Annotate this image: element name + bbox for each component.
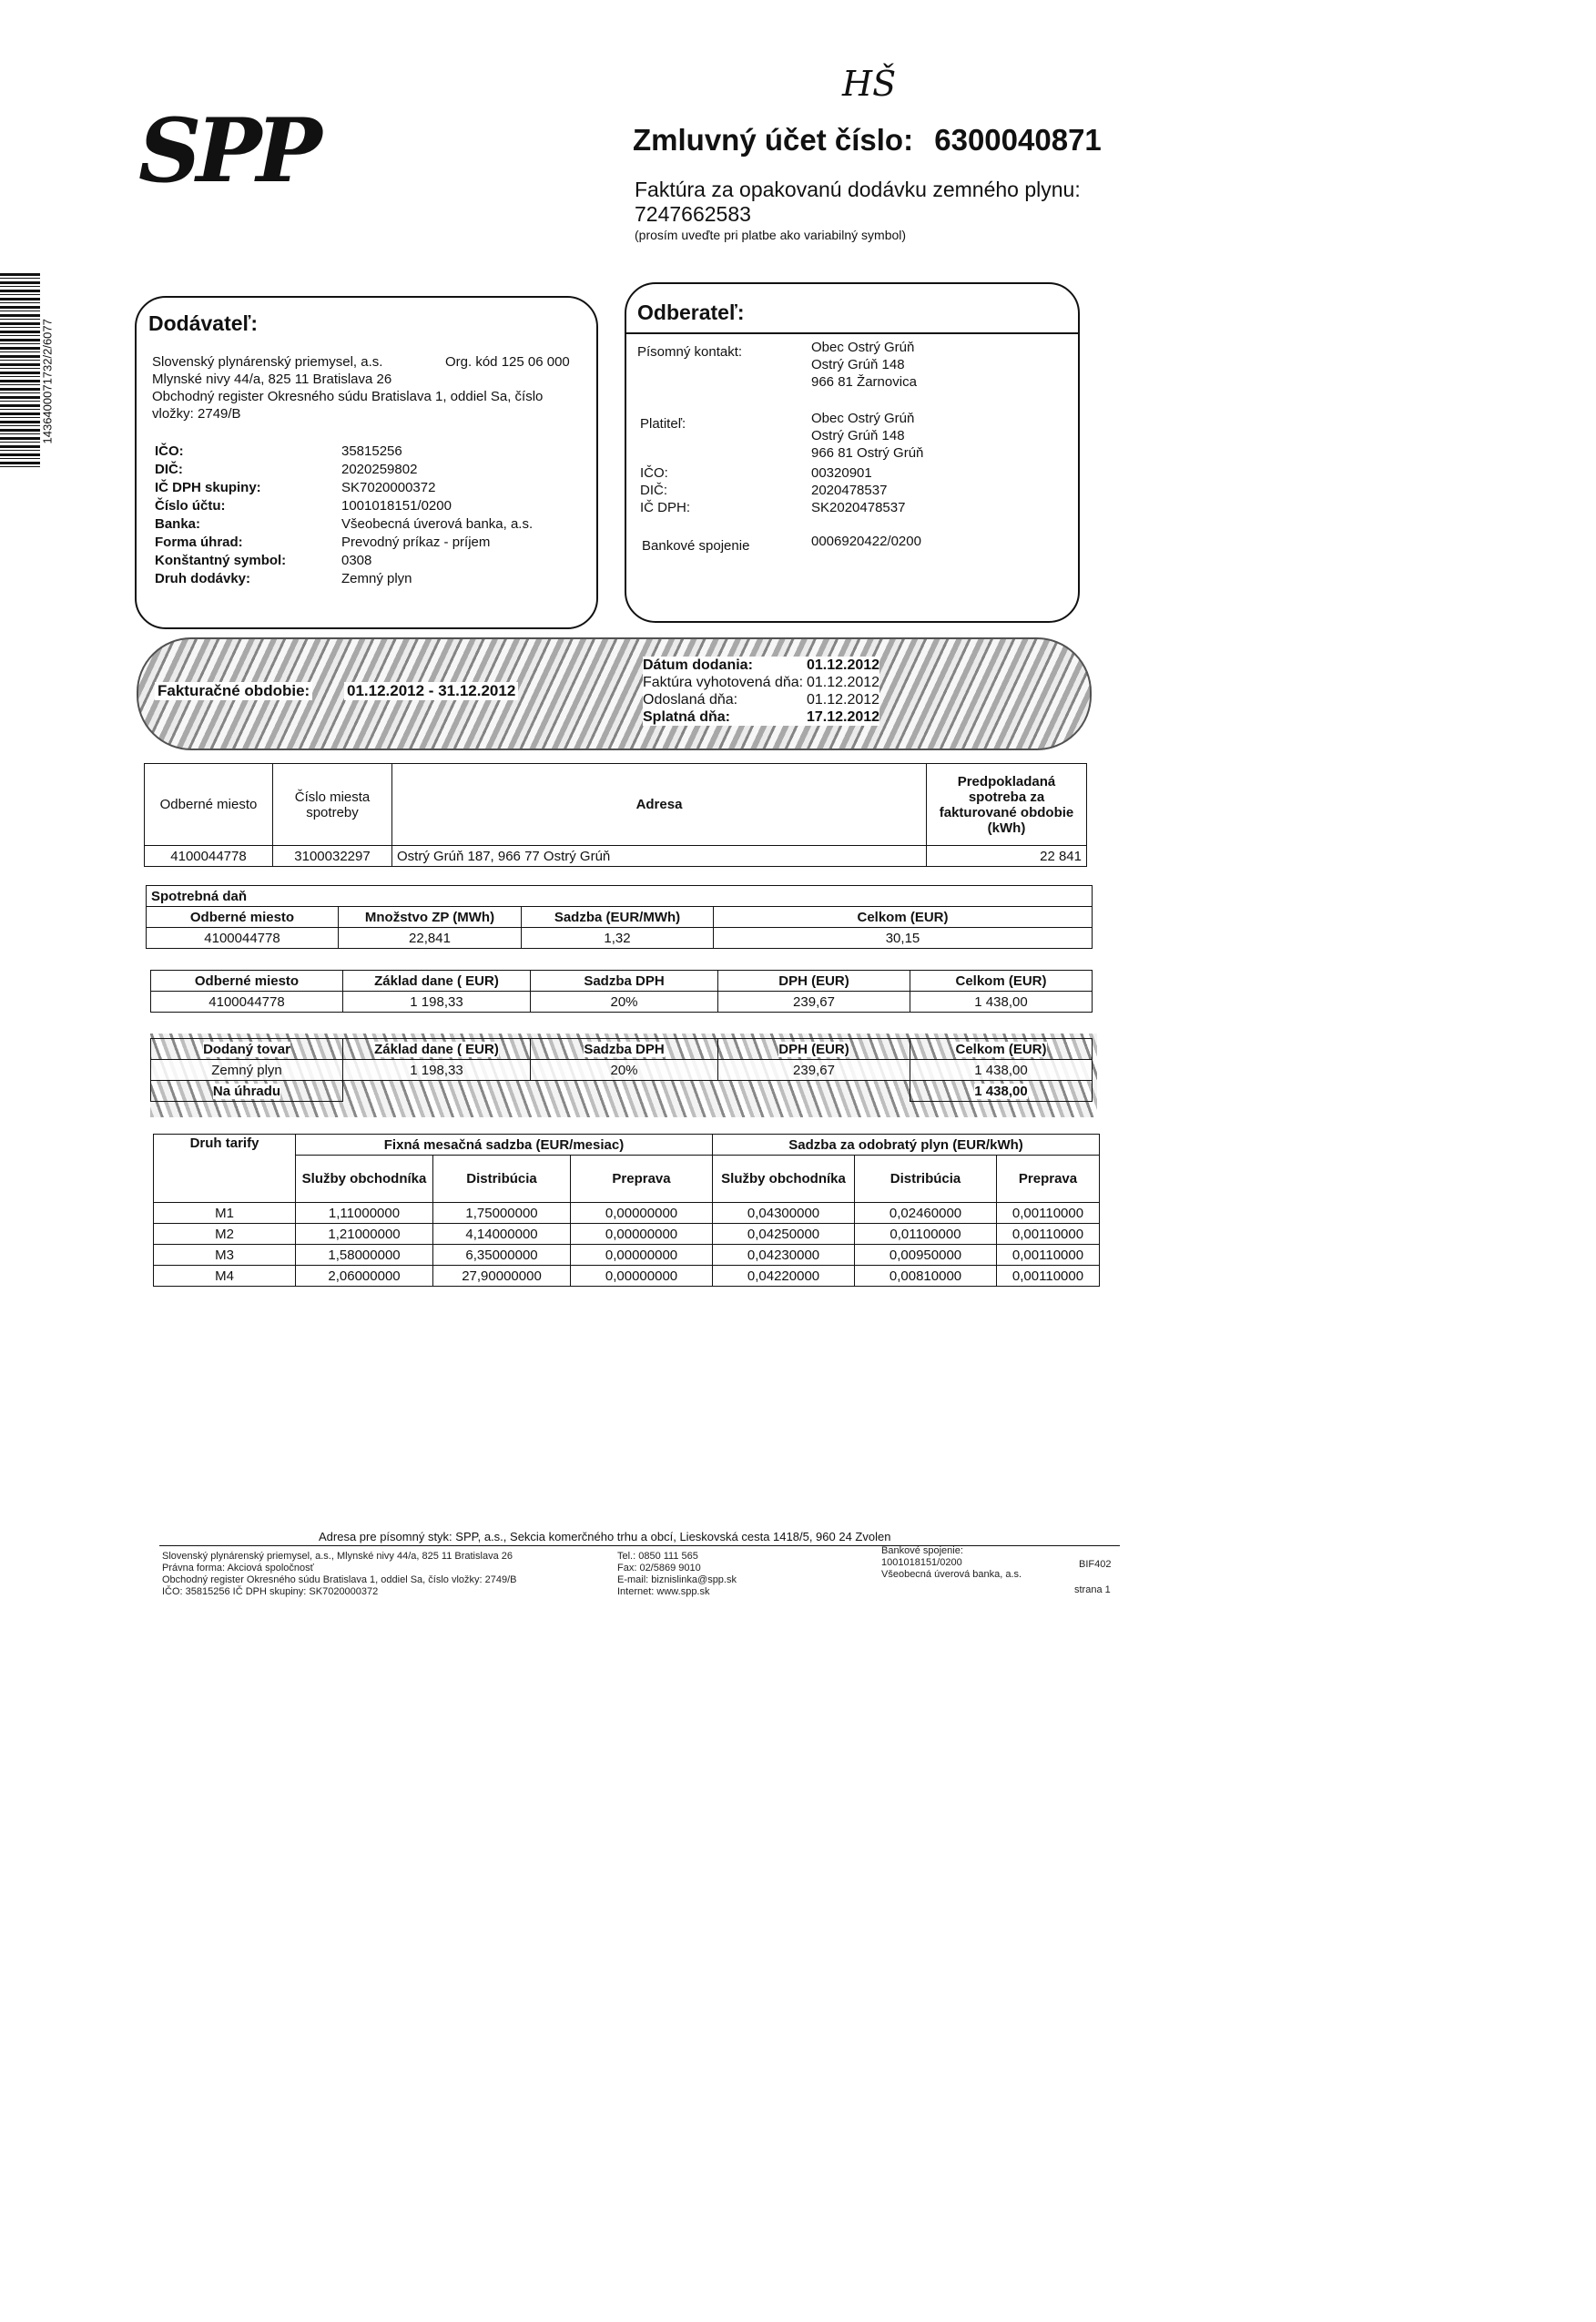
invoice-line: Faktúra za opakovanú dodávku zemného plynu: [635,178,1081,201]
account-number: 6300040871 [934,123,1102,157]
col-header: Sadzba (EUR/MWh) [522,907,714,928]
account-heading [633,123,1102,158]
field-value: 2020259802 [341,462,418,477]
cell: 22,841 [339,928,522,949]
due-label-text: Na úhradu [212,1083,281,1099]
col-header [910,1039,1093,1060]
col-header: Fixná mesačná sadzba (EUR/mesiac) [296,1135,713,1156]
cell: 1,21000000 [296,1224,433,1245]
cell: 0,00110000 [997,1203,1100,1224]
contact-line: Obec Ostrý Grúň [811,340,915,355]
contact-line: Ostrý Grúň 148 [811,357,905,372]
tariffs-table [153,1134,1100,1287]
footer-form-code: BIF402 [1079,1559,1112,1570]
footer-line: Slovenský plynárenský priemysel, a.s., Mlynské nivy 44/a, 825 11 Bratislava 26 [162,1551,513,1562]
table-header-row [145,764,1087,846]
col-header: Preprava [571,1156,713,1203]
cell: M3 [154,1245,296,1266]
col-header: Služby obchodníka [296,1156,433,1203]
date-value: 01.12.2012 [807,657,880,673]
col-header: Sadzba za odobratý plyn (EUR/kWh) [713,1135,1100,1156]
col-header: Druh tarify [154,1135,296,1203]
due-label [151,1081,343,1102]
excise-title: Spotrebná daň [147,886,1093,907]
table-row [154,1224,1100,1245]
place-table [144,763,1087,867]
col-header: Odberné miesto [145,764,273,846]
handwritten-note: HŠ [842,64,897,104]
table-header-row [151,971,1093,992]
table-row [154,1203,1100,1224]
footer-bank [881,1545,1022,1581]
invoice-note: (prosím uveďte pri platbe ako variabilný symbol) [635,228,907,242]
footer-line: Bankové spojenie: [881,1545,963,1556]
table-row [151,1060,1093,1081]
goods-header-text: Celkom (EUR) [955,1041,1047,1057]
footer-line: IČO: 35815256 IČ DPH skupiny: SK7020000372 [162,1586,379,1597]
cell: 0,04230000 [713,1245,855,1266]
supplier-org-code: Org. kód 125 06 000 [445,354,570,370]
due-amount: 1 438,00 [974,1083,1028,1099]
cell: 0,00110000 [997,1266,1100,1287]
footer-company [162,1551,517,1598]
cell: 6,35000000 [433,1245,571,1266]
customer-contact [811,339,917,391]
cell: 27,90000000 [433,1266,571,1287]
cell: 1 198,33 [343,992,531,1013]
excise-table [146,885,1093,949]
customer-ids [640,464,940,516]
table-title-row [147,886,1093,907]
field-value: Prevodný príkaz - príjem [341,535,491,550]
cell: 1,11000000 [296,1203,433,1224]
cell: M1 [154,1203,296,1224]
col-header: Distribúcia [855,1156,997,1203]
cell: 4100044778 [147,928,339,949]
goods-header-text: Sadzba DPH [584,1041,665,1057]
cell: 3100032297 [273,846,392,867]
ico-label: IČO: [640,465,668,481]
supplier-register: Obchodný register Okresného súdu Bratislava 1, oddiel Sa, číslo [152,389,544,404]
cell: 1 198,33 [343,1060,531,1081]
col-header [343,1039,531,1060]
due-amount-cell [910,1081,1093,1102]
field-label: Druh dodávky: [155,571,251,586]
invoice-number: 7247662583 [635,202,751,226]
col-header: Celkom (EUR) [714,907,1093,928]
field-label: DIČ: [155,462,183,477]
goods-header-text: Základ dane ( EUR) [374,1041,499,1057]
customer-contact-label: Písomný kontakt: [637,344,743,360]
col-header: Celkom (EUR) [910,971,1093,992]
field-label: Číslo účtu: [155,498,226,514]
field-value: Všeobecná úverová banka, a.s. [341,516,534,532]
payer-line: Ostrý Grúň 148 [811,428,905,443]
cell: 4100044778 [151,992,343,1013]
cell: 1 438,00 [910,992,1093,1013]
customer-title-underline [625,332,1078,334]
cell: 0,00000000 [571,1203,713,1224]
dic-label: DIČ: [640,483,667,498]
footer-page: strana 1 [1074,1584,1111,1595]
col-header: Odberné miesto [147,907,339,928]
field-value: Zemný plyn [341,571,412,586]
field-label: Konštantný symbol: [155,553,287,568]
cell: 239,67 [718,992,910,1013]
vat-table [150,970,1093,1013]
col-header: Preprava [997,1156,1100,1203]
payer-line: Obec Ostrý Grúň [811,411,915,426]
supplier-name: Slovenský plynárenský priemysel, a.s. [152,354,383,370]
footer-line: 1001018151/0200 [881,1557,962,1568]
date-value: 01.12.2012 [807,675,880,690]
table-row [145,846,1087,867]
period-dates [643,657,879,726]
field-value: SK7020000372 [341,480,436,495]
table-header-row [151,1039,1093,1060]
cell: 0,00950000 [855,1245,997,1266]
field-label: IČO: [155,443,184,459]
table-row [151,992,1093,1013]
cell: M4 [154,1266,296,1287]
dic-value: 2020478537 [811,483,888,498]
table-subheader-row [154,1156,1100,1203]
date-label: Dátum dodania: [643,657,807,674]
cell: 0,00000000 [571,1245,713,1266]
icdph-label: IČ DPH: [640,500,691,515]
customer-bank-label: Bankové spojenie [642,538,750,554]
table-row [154,1266,1100,1287]
footer-contact [617,1551,737,1598]
col-header: Adresa [392,764,927,846]
footer-line: Tel.: 0850 111 565 [617,1551,698,1562]
period-label: Fakturačné obdobie: [155,682,312,700]
cell: 1 438,00 [910,1060,1093,1081]
cell: 20% [531,1060,718,1081]
customer-payer [811,410,923,462]
side-barcode [0,273,40,469]
spacer [343,1081,910,1102]
account-label: Zmluvný účet číslo: [633,123,914,157]
goods-table [150,1038,1093,1102]
cell: 0,00000000 [571,1266,713,1287]
col-header [151,1039,343,1060]
footer-line: E-mail: biznislinka@spp.sk [617,1574,737,1585]
contact-line: 966 81 Žarnovica [811,374,917,390]
cell: 0,04220000 [713,1266,855,1287]
supplier-register-insert: vložky: 2749/B [152,406,241,422]
payer-line: 966 81 Ostrý Grúň [811,445,924,461]
table-row [147,928,1093,949]
supplier-title: Dodávateľ: [148,311,259,335]
ico-value: 00320901 [811,465,872,481]
field-label: Forma úhrad: [155,535,243,550]
footer-line: Všeobecná úverová banka, a.s. [881,1569,1022,1580]
col-header: Sadzba DPH [531,971,718,992]
cell: 4,14000000 [433,1224,571,1245]
field-label: IČ DPH skupiny: [155,480,261,495]
date-label: Faktúra vyhotovená dňa: [643,674,807,691]
cell: 0,02460000 [855,1203,997,1224]
cell: Ostrý Grúň 187, 966 77 Ostrý Grúň [392,846,927,867]
icdph-value: SK2020478537 [811,500,906,515]
cell: 2,06000000 [296,1266,433,1287]
table-header-row [154,1135,1100,1156]
col-header: Číslo miesta spotreby [273,764,392,846]
col-header: Distribúcia [433,1156,571,1203]
cell: 0,01100000 [855,1224,997,1245]
footer-line: Internet: www.spp.sk [617,1586,710,1597]
goods-header-text: Dodaný tovar [203,1041,290,1057]
side-code: 1436400071732/2/6077 [40,319,55,444]
customer-bank: 0006920422/0200 [811,534,921,549]
footer-address: Adresa pre písomný styk: SPP, a.s., Sekcia komerčného trhu a obcí, Lieskovská cesta 1418/5, 960 24 Zvolen [319,1530,891,1543]
cell: 22 841 [927,846,1087,867]
cell: 1,32 [522,928,714,949]
col-header: Služby obchodníka [713,1156,855,1203]
col-header: Základ dane ( EUR) [343,971,531,992]
cell: 1,75000000 [433,1203,571,1224]
date-value: 01.12.2012 [807,692,880,708]
cell: 0,04300000 [713,1203,855,1224]
supplier-street: Mlynské nivy 44/a, 825 11 Bratislava 26 [152,372,392,387]
col-header: Predpokladaná spotreba za fakturované obdobie (kWh) [927,764,1087,846]
date-value: 17.12.2012 [807,709,880,725]
col-header: Množstvo ZP (MWh) [339,907,522,928]
date-label: Splatná dňa: [643,708,807,726]
date-label: Odoslaná dňa: [643,691,807,708]
footer-line: Obchodný register Okresného súdu Bratislava 1, oddiel Sa, číslo vložky: 2749/B [162,1574,517,1585]
cell: 4100044778 [145,846,273,867]
cell: 1,58000000 [296,1245,433,1266]
cell: 30,15 [714,928,1093,949]
due-row [151,1081,1093,1102]
field-value: 35815256 [341,443,402,459]
field-value: 1001018151/0200 [341,498,452,514]
goods-header-text: DPH (EUR) [778,1041,849,1057]
period-value: 01.12.2012 - 31.12.2012 [344,682,518,700]
cell: Zemný plyn [151,1060,343,1081]
supplier-fields [155,443,583,588]
cell: 20% [531,992,718,1013]
cell: 0,00110000 [997,1224,1100,1245]
col-header [718,1039,910,1060]
cell: 0,04250000 [713,1224,855,1245]
footer-line: Fax: 02/5869 9010 [617,1563,701,1573]
field-value: 0308 [341,553,372,568]
cell: 0,00110000 [997,1245,1100,1266]
table-row [154,1245,1100,1266]
customer-title: Odberateľ: [637,300,745,324]
cell: M2 [154,1224,296,1245]
footer-line: Právna forma: Akciová spoločnosť [162,1563,314,1573]
col-header [531,1039,718,1060]
customer-payer-label: Platiteľ: [640,416,686,432]
field-label: Banka: [155,516,201,532]
table-header-row [147,907,1093,928]
cell: 239,67 [718,1060,910,1081]
col-header: DPH (EUR) [718,971,910,992]
cell: 0,00000000 [571,1224,713,1245]
col-header: Odberné miesto [151,971,343,992]
spp-logo: SPP [138,99,317,202]
supplier-address [152,353,589,423]
cell: 0,00810000 [855,1266,997,1287]
